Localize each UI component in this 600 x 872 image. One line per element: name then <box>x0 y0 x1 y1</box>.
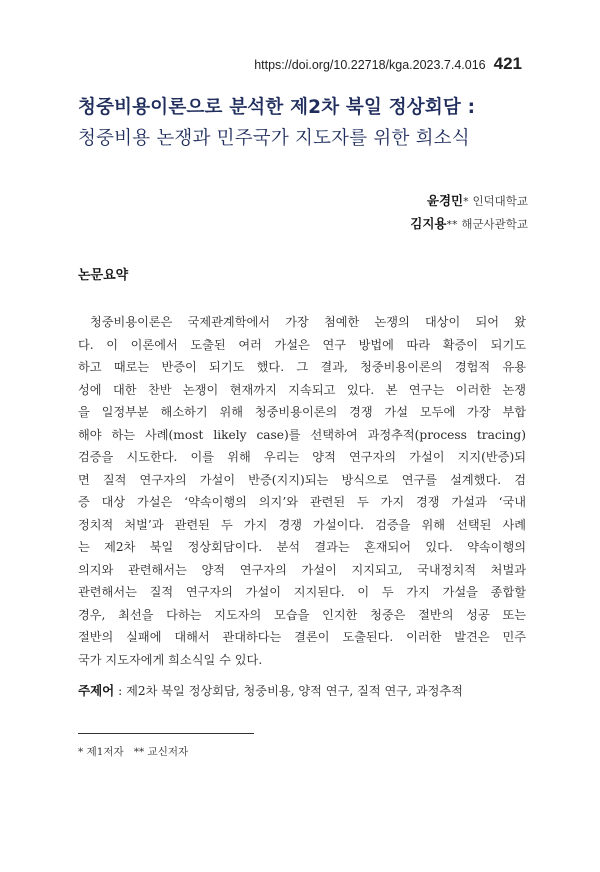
abstract-line: 청중비용이론은 국제관계학에서 가장 첨예한 논쟁의 대상이 되어 왔 <box>90 315 526 329</box>
author-affiliation: 해군사관학교 <box>461 217 528 231</box>
keywords-label: 주제어 <box>78 683 115 698</box>
abstract-line: 성에 대한 찬반 논쟁이 현재까지 지속되고 있다. 본 연구는 이러한 논쟁 <box>78 382 526 397</box>
author-mark: * <box>463 195 469 208</box>
author-name: 윤경민 <box>426 193 464 208</box>
keywords-text: 제2차 북일 정상회담, 청중비용, 양적 연구, 질적 연구, 과정추적 <box>126 684 463 698</box>
author-1 <box>410 190 528 213</box>
footnote-rule <box>78 733 254 734</box>
footnote: * 제1저자 ** 교신저자 <box>78 746 189 758</box>
abstract-line: 하고 때로는 반증이 되기도 했다. 그 결과, 청중비용이론의 경험적 유용 <box>78 360 526 374</box>
author-2 <box>410 213 528 236</box>
abstract-line: 증 대상 가설은 ‘약속이행의 의지’와 관련된 두 가지 경쟁 가설과 ‘국내 <box>78 495 526 509</box>
keywords <box>78 681 538 699</box>
author-mark: ** <box>446 218 458 231</box>
abstract-line: 국가 지도자에게 희소식일 수 있다. <box>78 652 263 667</box>
abstract-body <box>78 311 526 671</box>
keywords-separator: : <box>114 684 127 698</box>
author-block <box>410 190 528 236</box>
page-number: 421 <box>493 54 522 73</box>
abstract-line: 의지와 관련해서는 양적 연구자의 가설이 지지되고, 국내정치적 처벌과 <box>78 562 526 577</box>
abstract-line: 을 일정부분 해소하기 위해 청중비용이론의 경쟁 가설 모두에 가장 부합 <box>78 405 526 419</box>
abstract-line: 면 질적 연구자의 가설이 반증(지지)되는 방식으로 연구를 설계했다. 검 <box>78 472 526 487</box>
abstract-line: 다. 이 이론에서 도출된 여러 가설은 연구 방법에 따라 확증이 되기도 <box>78 337 526 352</box>
abstract-line: 정치적 처벌’과 관련된 두 가지 경쟁 가설이다. 검증을 위해 선택된 사례 <box>78 517 526 532</box>
paper-title: 청중비용이론으로 분석한 제2차 북일 정상회담 : <box>78 97 476 118</box>
abstract-line: 경우, 최선을 다하는 지도자의 모습을 인지한 청중은 절반의 성공 또는 <box>78 607 526 622</box>
doi-link[interactable]: https://doi.org/10.22718/kga.2023.7.4.016 <box>254 58 486 72</box>
paper-subtitle: 청중비용 논쟁과 민주국가 지도자를 위한 희소식 <box>78 128 470 149</box>
page-header <box>254 54 522 74</box>
abstract-heading: 논문요약 <box>78 268 129 283</box>
abstract-line: 는 제2차 북일 정상회담이다. 분석 결과는 혼재되어 있다. 약속이행의 <box>78 540 526 554</box>
author-name: 김지용 <box>410 216 447 231</box>
author-affiliation: 인덕대학교 <box>472 194 528 208</box>
abstract-line: 절반의 실패에 대해서 관대하다는 결론이 도출된다. 이러한 발견은 민주 <box>78 630 526 644</box>
abstract-line: 검증을 시도한다. 이를 위해 우리는 양적 연구자의 가설이 지지(반증)되 <box>78 450 526 464</box>
abstract-line: 해야 하는 사례(most likely case)를 선택하여 과정추적(process tracing) <box>78 427 526 442</box>
abstract-line: 관련해서는 질적 연구자의 가설이 지지된다. 이 두 가지 가설을 종합할 <box>78 585 526 599</box>
